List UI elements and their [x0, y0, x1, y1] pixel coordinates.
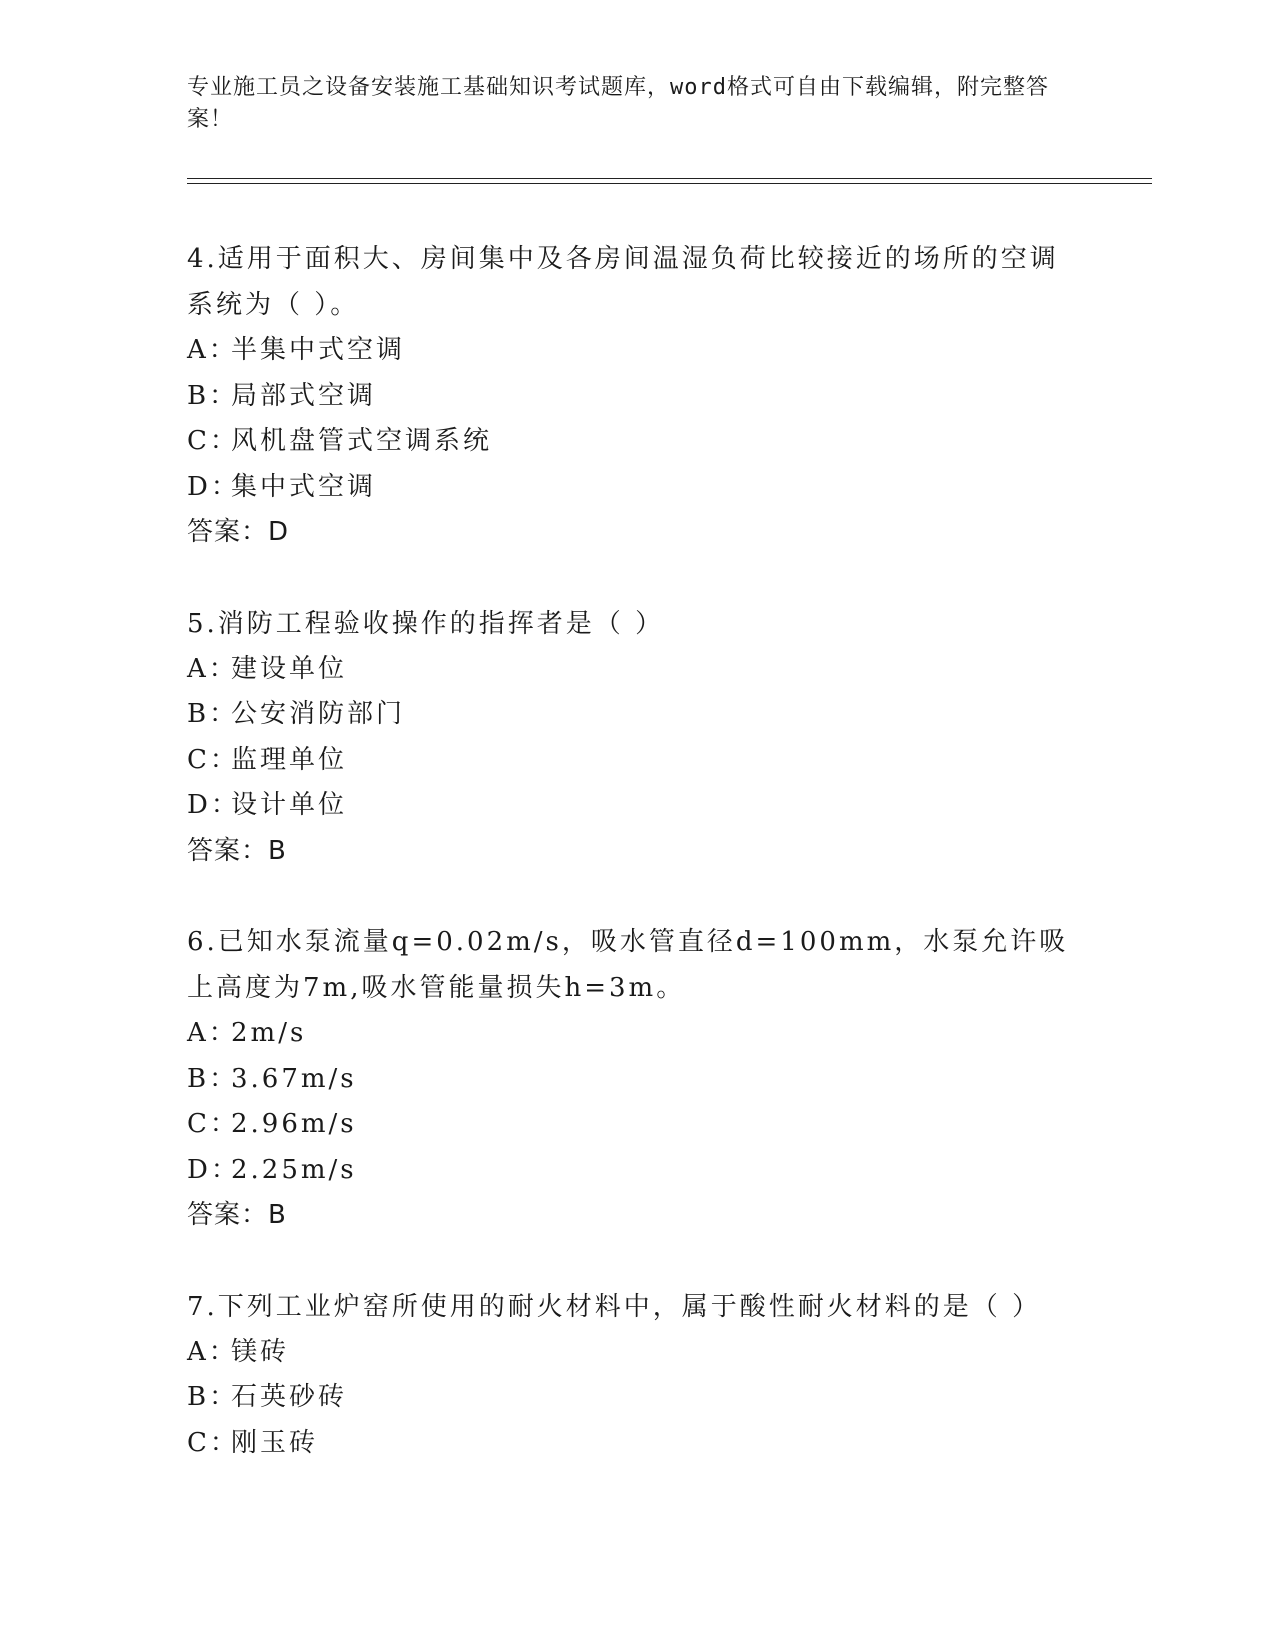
option-text: 镁砖 — [231, 1336, 290, 1367]
option-key: C： — [187, 1109, 239, 1139]
option-text: 风机盘管式空调系统 — [231, 426, 493, 456]
option-key: A： — [187, 335, 238, 365]
question-stem: 5.消防工程验收操作的指挥者是（ ） — [187, 608, 665, 639]
option-key: C： — [187, 744, 239, 775]
option-key: B： — [187, 1063, 239, 1094]
document-header — [187, 72, 1067, 136]
option-d — [187, 1148, 1087, 1194]
option-key: B： — [187, 699, 239, 729]
option-text: 半集中式空调 — [231, 335, 406, 365]
option-key: D： — [187, 1154, 240, 1185]
option-key: A： — [187, 653, 238, 684]
option-a — [187, 647, 1087, 693]
option-d — [187, 465, 1087, 511]
option-text: 2.25m/s — [231, 1154, 357, 1185]
option-c — [187, 419, 1087, 465]
question-stem: 4.适用于面积大、房间集中及各房间温湿负荷比较接近的场所的空调系统为（ ）。 — [187, 244, 1059, 320]
option-c — [187, 1102, 1087, 1148]
option-text: 3.67m/s — [231, 1063, 357, 1094]
option-text: 集中式空调 — [231, 471, 377, 502]
option-text: 监理单位 — [231, 744, 348, 775]
option-text: 2m/s — [231, 1018, 307, 1048]
question-7 — [187, 1284, 1087, 1467]
question-5 — [187, 601, 1087, 875]
option-text: 刚玉砖 — [231, 1427, 319, 1458]
answer-line: 答案：D — [187, 517, 290, 547]
option-b — [187, 374, 1087, 420]
option-key: B： — [187, 380, 239, 411]
header-rule-bottom — [187, 183, 1152, 184]
question-4 — [187, 236, 1087, 556]
option-c — [187, 1421, 1087, 1467]
option-key: A： — [187, 1018, 238, 1048]
option-key: A： — [187, 1336, 238, 1367]
option-text: 设计单位 — [231, 790, 348, 820]
option-text: 局部式空调 — [231, 380, 377, 411]
answer-line: 答案：B — [187, 835, 287, 866]
option-c — [187, 738, 1087, 784]
question-stem: 6.已知水泵流量q=0.02m/s，吸水管直径d=100mm，水泵允许吸上高度为7m,吸水管能量损失h=3m。 — [187, 927, 1069, 1003]
option-text: 石英砂砖 — [231, 1382, 348, 1412]
option-text: 2.96m/s — [231, 1109, 357, 1139]
option-text: 公安消防部门 — [231, 699, 406, 729]
question-6 — [187, 919, 1087, 1239]
question-list — [187, 236, 1087, 1511]
option-text: 建设单位 — [231, 653, 348, 684]
option-a — [187, 1330, 1087, 1376]
answer-line: 答案：B — [187, 1200, 287, 1230]
option-key: C： — [187, 426, 239, 456]
option-key: D： — [187, 790, 240, 820]
option-d — [187, 783, 1087, 829]
header-title: 专业施工员之设备安装施工基础知识考试题库，word格式可自由下载编辑，附完整答案！ — [187, 75, 1049, 132]
option-a — [187, 328, 1087, 374]
option-a — [187, 1011, 1087, 1057]
option-b — [187, 692, 1087, 738]
option-key: B： — [187, 1382, 239, 1412]
option-b — [187, 1375, 1087, 1421]
option-key: C： — [187, 1427, 239, 1458]
question-stem: 7.下列工业炉窑所使用的耐火材料中，属于酸性耐火材料的是（ ） — [187, 1291, 1042, 1322]
header-rule-top — [187, 178, 1152, 179]
option-key: D： — [187, 471, 240, 502]
option-b — [187, 1057, 1087, 1103]
